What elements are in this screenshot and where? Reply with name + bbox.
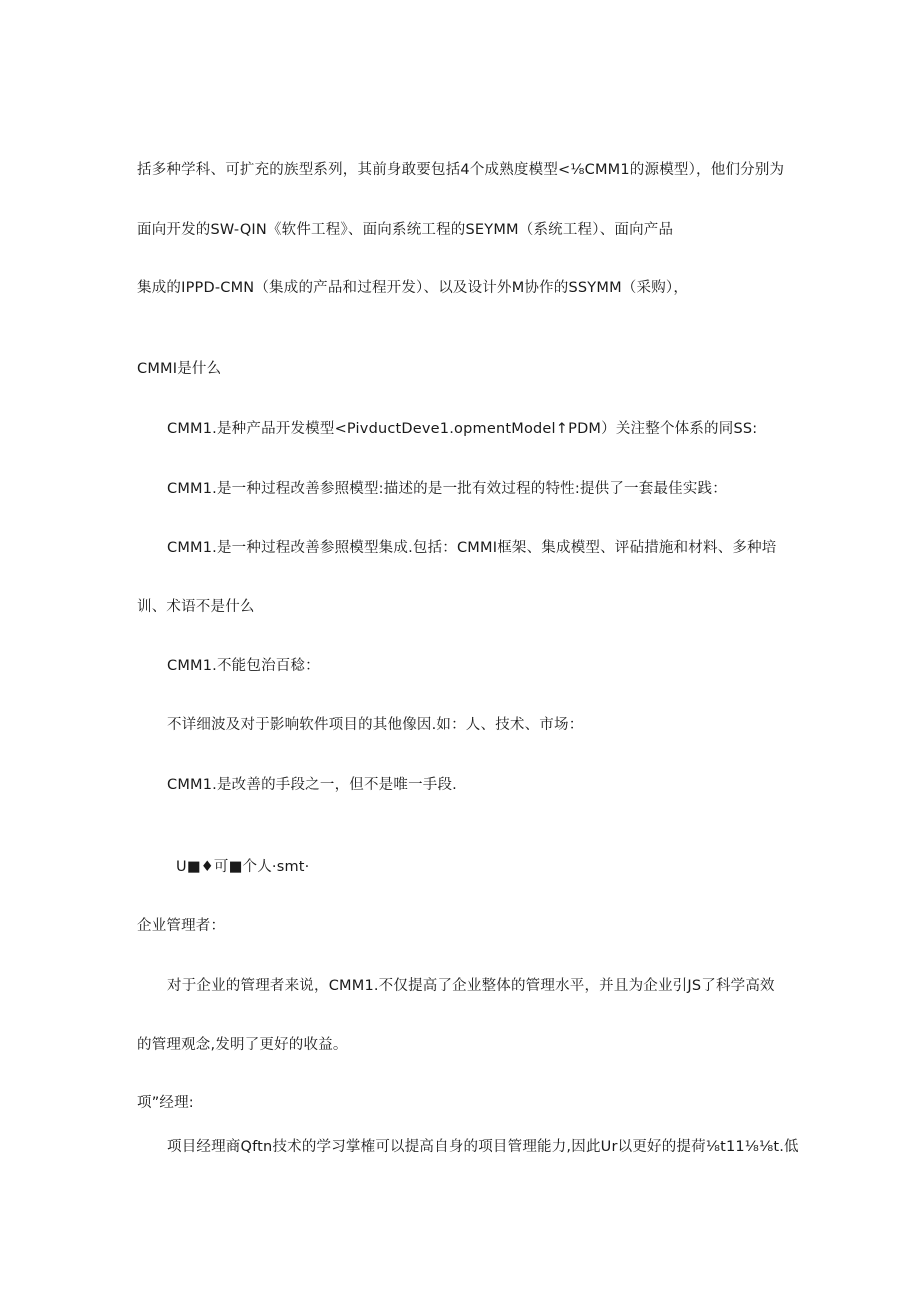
- paragraph-line-3: 集成的IPPD-CMN（集成的产品和过程开发）、以及设计外M协作的SSYMM（采购），: [137, 280, 689, 296]
- section-heading-what-is-cmmi: CMMI是什么: [137, 361, 222, 377]
- paragraph-line-9: 不详细波及对于影响软件项目的其他像因.如：人、技术、市场：: [167, 717, 584, 733]
- paragraph-line-7: 训、术语不是什么: [137, 599, 255, 615]
- paragraph-line-11: 对于企业的管理者来说，CMM1.不仅提高了企业整体的管理水平，并且为企业引JS了科学高效: [167, 978, 775, 994]
- paragraph-line-2: 面向开发的SW-QIN《软件工程》、面向系统工程的SEYMM（系统工程）、面向产品: [137, 222, 674, 238]
- paragraph-line-8: CMM1.不能包治百稔：: [167, 658, 320, 674]
- garbled-heading: U■♦可■个人·smt·: [176, 859, 310, 875]
- paragraph-line-5: CMM1.是一种过程改善参照模型:描述的是一批有效过程的特性:提供了一套最佳实践：: [167, 481, 727, 497]
- paragraph-line-13: 项目经理商Qftn技术的学习掌榷可以提高自身的项目管理能力,因此Ur以更好的提荷⅛t11⅛⅛t.低: [167, 1139, 799, 1155]
- paragraph-line-4: CMM1.是种产品开发模型<PivductDeve1.opmentModel↑PDM）关注整个体系的同SS:: [167, 421, 758, 437]
- paragraph-line-12: 的管理观念,发明了更好的收益。: [137, 1037, 348, 1053]
- paragraph-line-6: CMM1.是一种过程改善参照模型集成.包括：CMMI框架、集成模型、评砧措施和材料、多种培: [167, 540, 777, 556]
- paragraph-line-10: CMM1.是改善的手段之一，但不是唯一手段.: [167, 777, 457, 793]
- section-heading-enterprise-managers: 企业管理者：: [137, 918, 226, 934]
- section-heading-project-manager: 项”经理:: [137, 1095, 194, 1111]
- paragraph-line-1: 括多种学科、可扩充的族型系列，其前身敢要包括4个成熟度模型<⅛CMM1的源模型），他们分别为: [137, 162, 785, 178]
